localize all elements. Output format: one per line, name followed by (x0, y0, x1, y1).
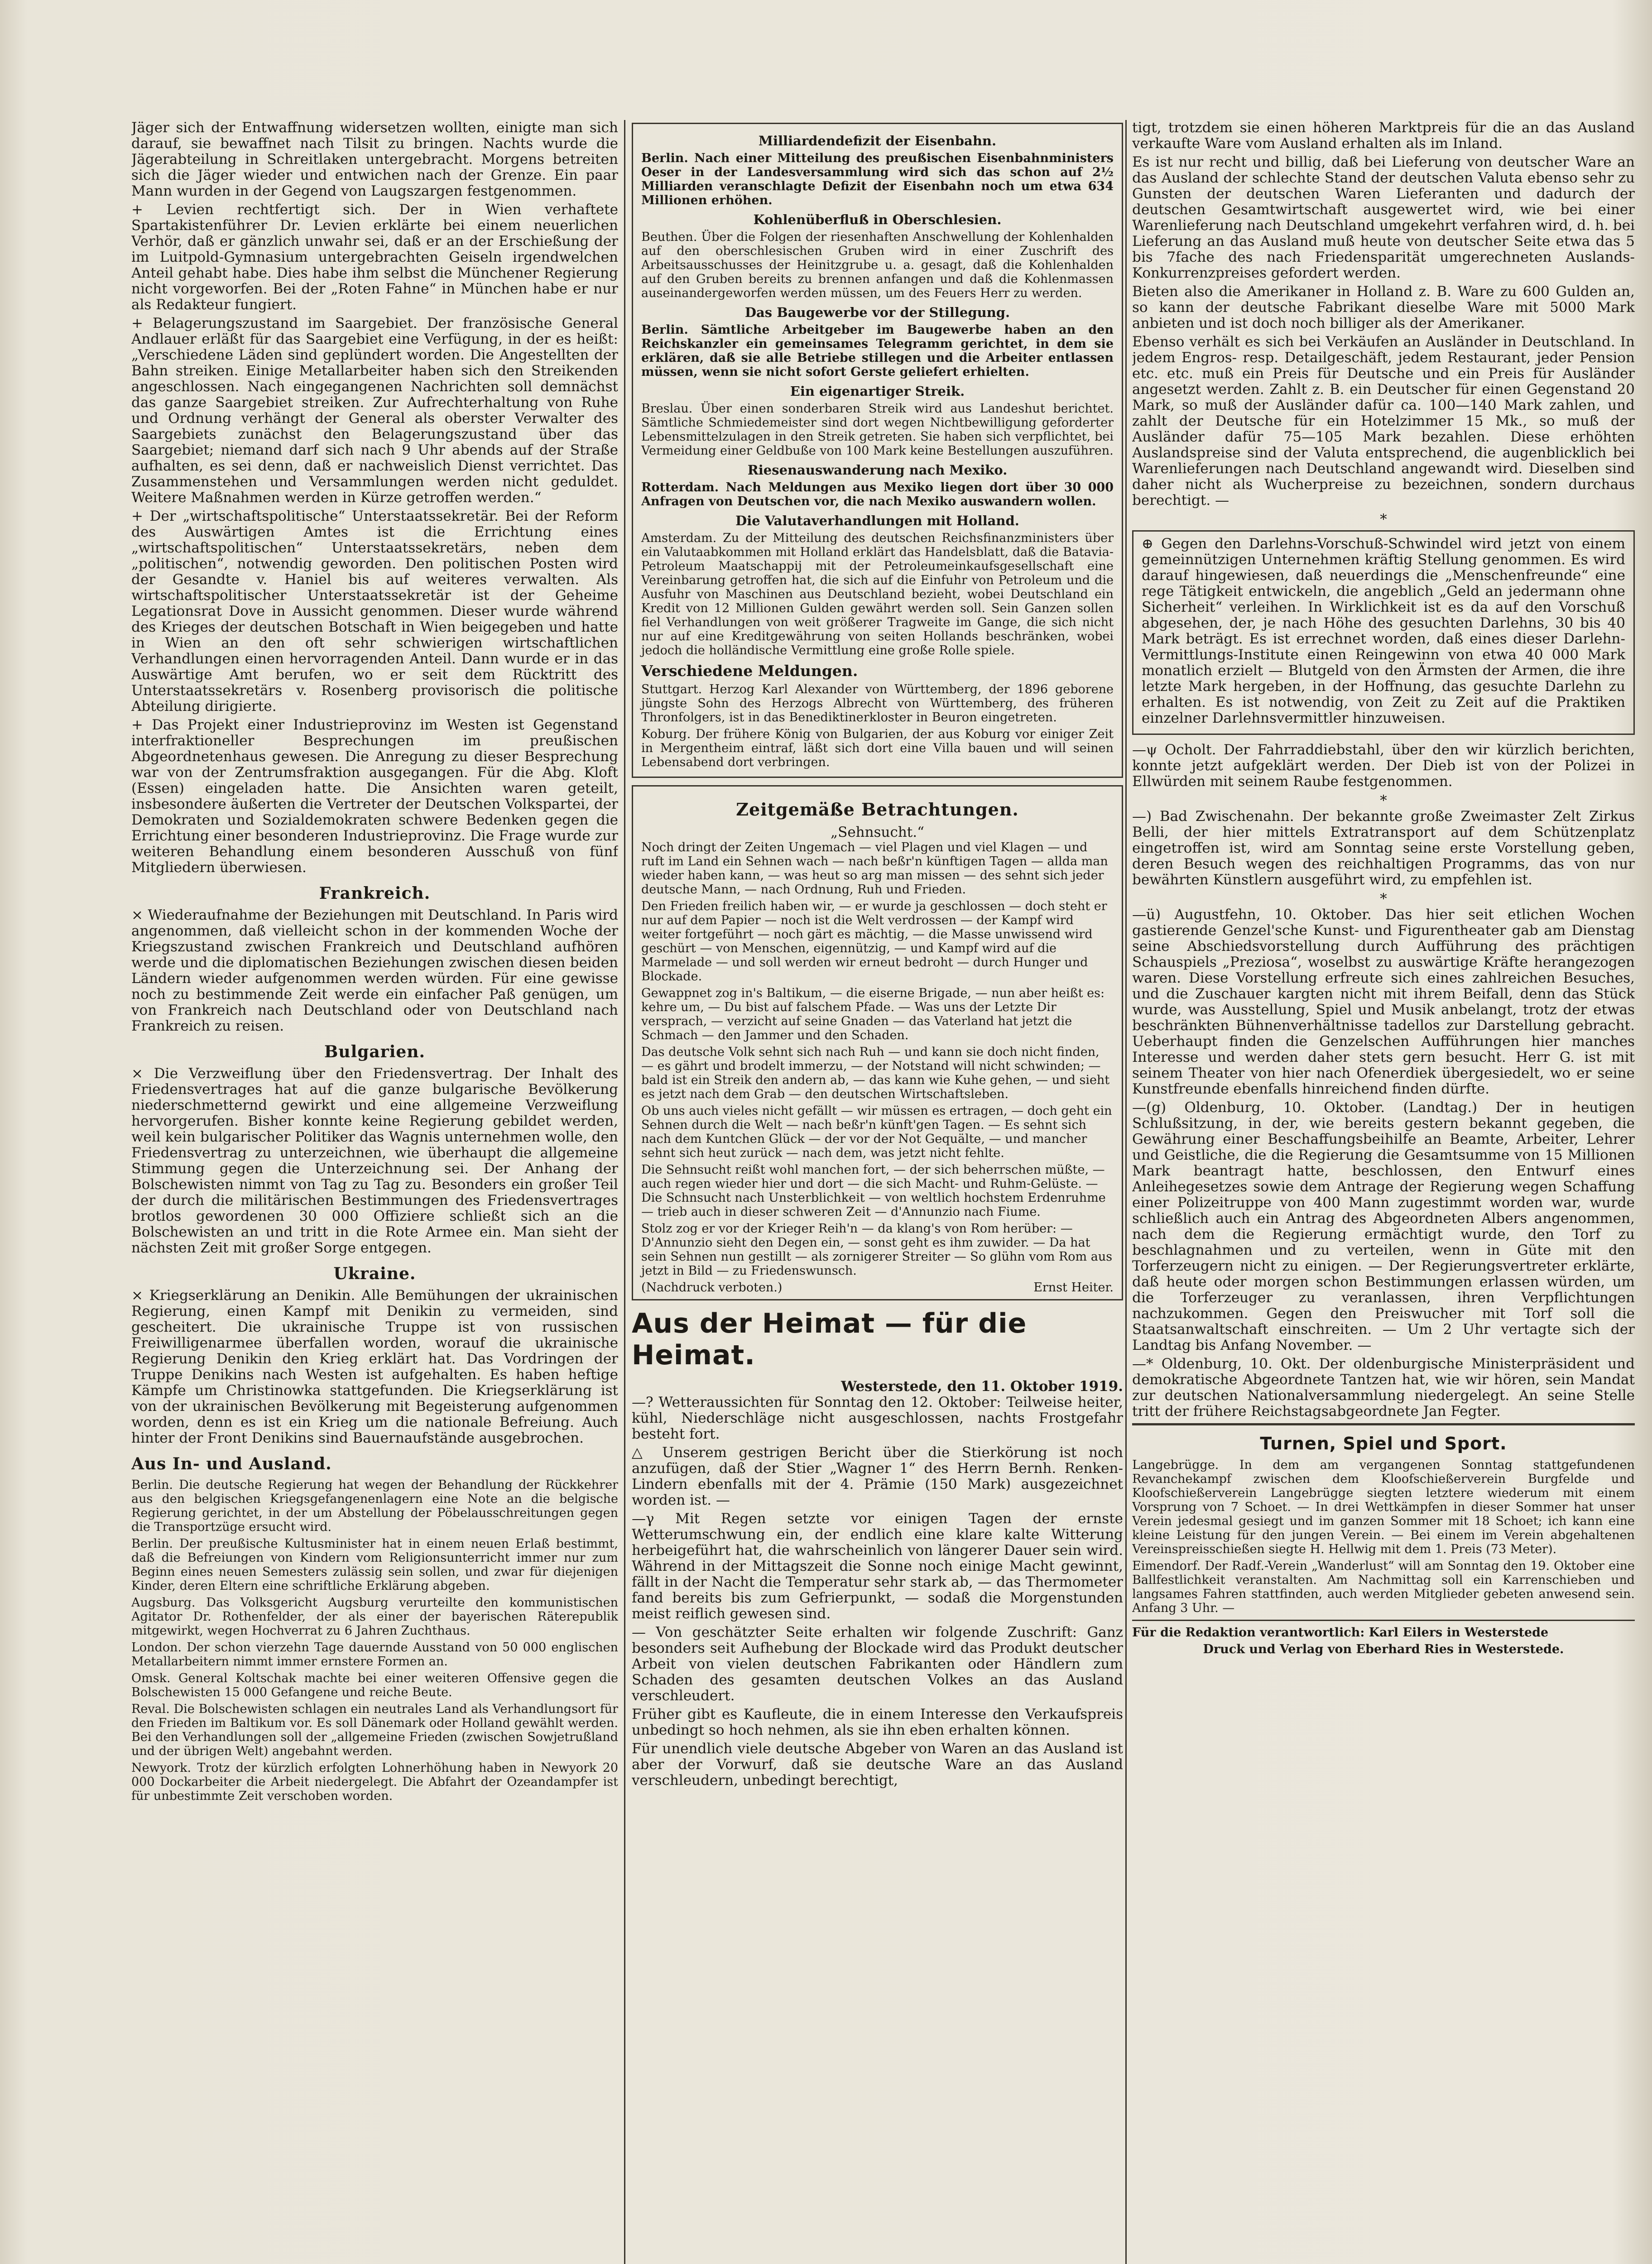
article-text: —? Wetteraussichten für Sonntag den 12. Oktober: Teilweise heiter, kühl, Niederschläge nicht ausgeschlossen, nachts Frostgefahr besteht fort. (632, 1394, 1123, 1442)
article-text: —(g) Oldenburg, 10. Oktober. (Landtag.) Der in heutigen Schlußsitzung, in der, wie bereits gestern bekannt gegeben, die Gewährung einer Beschaffungsbeihilfe an Beamte, Arbeiter, Lehrer und Geistliche, die die Regierung die Gesamtsumme von 15 Millionen Mark beantragt hatte, beschlossen, den Entwurf eines Anleihegesetzes sowie dem Antrage der Regierung wegen Schaffung einer Polizeitruppe von 400 Mann zugestimmt worden war, wurde schließlich auch ein Antrag des Abgeordneten Albers angenommen, nach dem die Regierung ermächtigt wurde, den Torf zu beschlagnahmen und zu verteilen, wenn in Güte mit den Torferzeugern nicht zu einigen. — Der Regierungsvertreter erklärte, daß heute oder morgen schon Bestimmungen erlassen würden, um die Torferzeuger zu veranlassen, ihren Verpflichtungen nachzukommen. Gegen den Preiswucher mit Torf soll die Staatsanwaltschaft einschreiten. — Um 2 Uhr vertagte sich der Landtag bis Anfang November. — (1132, 1099, 1635, 1353)
news-item: Newyork. Trotz der kürzlich erfolgten Lohnerhöhung haben in Newyork 20 000 Dockarbeiter die Arbeit niedergelegt. Die Abfahrt der Ozeandampfer ist für unbestimmte Zeit verschoben worden. (131, 1761, 618, 1803)
news-item: Breslau. Über einen sonderbaren Streik wird aus Landeshut berichtet. Sämtliche Schmiedemeister sind dort wegen Nichtbewilligung geforderter Lebensmittelzulagen in den Streik getreten. Sie haben sich verpflichtet, bei Vermeidung einer Geldbuße von 100 Mark keine Bestellungen auszuführen. (641, 402, 1114, 458)
section-heading: Ukraine. (333, 1264, 416, 1283)
poem-verse: Das deutsche Volk sehnt sich nach Ruh — und kann sie doch nicht finden, — es gährt und brodelt immerzu, — der Notstand will nicht schwinden; — bald ist ein Streik den andern ab, — das kann wie Kuhe gehen, — und sieht es jetzt nach dem Grab — den deutschen Wirtschaftsleben. (641, 1045, 1110, 1101)
section-heading: Frankreich. (319, 884, 431, 903)
news-item: Koburg. Der frühere König von Bulgarien, der aus Koburg vor einiger Zeit in Mergentheim eintraf, läßt sich dort eine Villa bauen und will seinen Lebensabend dort verbringen. (641, 727, 1114, 769)
section-heading: Aus In- und Ausland. (131, 1454, 332, 1473)
imprint-editor: Für die Redaktion verantwortlich: Karl Eilers in Westerstede (1132, 1626, 1549, 1640)
column-rule (624, 120, 625, 2264)
article-text: ⊕ Gegen den Darlehns-Vorschuß-Schwindel wird jetzt von einem gemeinnützigen Unternehmen kräftig Stellung genommen. Es wird darauf hingewiesen, daß neuerdings die „Menschenfreunde“ eine rege Tätigkeit entwickeln, die angeblich „Geld an jedermann ohne Sicherheit“ verleihen. In Wirklichkeit ist es da auf den Vorschuß abgesehen, der, je nach Höhe des gesuchten Darlehns, 30 bis 40 Mark beträgt. Es ist errechnet worden, daß eines dieser Darlehn-Vermittlungs-Institute einen Reingewinn von etwa 40 000 Mark monatlich erzielt — Blutgeld von den Ärmsten der Armen, die ihre letzte Mark hergeben, in der Hoffnung, das gesuchte Darlehn zu erhalten. Es ist notwendig, von Zeit zu Zeit auf die Praktiken einzelner Darlehnsvermittler hinzuweisen. (1142, 536, 1625, 726)
separator-star: * (1380, 511, 1387, 528)
article-text: + Belagerungszustand im Saargebiet. Der französische General Andlauer erläßt für das Saargebiet eine Verfügung, in der es heißt: „Verschiedene Läden sind geplündert worden. Die Angestellten der Bahn streiken. Einige Metallarbeiter haben sich den Streikenden angeschlossen. Nach eingegangenen Nachrichten soll demnächst das ganze Saargebiet streiken. Zur Aufrechterhaltung von Ruhe und Ordnung verhängt der General als oberster Verwalter des Saargebiets zunächst den Belagerungszustand über das Saargebiet; niemand darf sich nach 9 Uhr abends auf der Straße aufhalten, es sei denn, daß er nachweislich Dienst verrichtet. Das Zusammenstehen und Versammlungen werden nicht geduldet. Weitere Maßnahmen werden in Kürze getroffen werden.“ (131, 315, 618, 506)
article-text: △ Unserem gestrigen Bericht über die Stierkörung ist noch anzufügen, daß der Stier „Wagner 1“ des Herrn Bernh. Renken-Lindern ebenfalls mit der 4. Prämie (150 Mark) ausgezeichnet worden ist. — (632, 1444, 1123, 1508)
separator-star: * (1380, 792, 1387, 809)
news-item: Amsterdam. Zu der Mitteilung des deutschen Reichsfinanzministers über ein Valutaabkommen mit Holland erklärt das Handelsblatt, daß die Batavia-Petroleum Maatschappij mit der Petroleumeinkaufsgesellschaft eine Vereinbarung getroffen hat, die sich auf die Einfuhr von Petroleum und die Ausfuhr von Maschinen aus Deutschland bezieht, wobei Deutschland ein Kredit von 12 Millionen Gulden gewährt werden soll. Sein Ganzen sollen fiel Verhandlungen von weit größerer Tragweite im Gange, die sich nicht nur auf eine Kreditgewährung von seiten Hollands beschränken, wobei jedoch die holländische Vermittlung eine große Rolle spiele. (641, 531, 1114, 657)
poem-heading: Zeitgemäße Betrachtungen. (736, 799, 1019, 820)
news-item: Augsburg. Das Volksgericht Augsburg verurteilte den kommunistischen Agitator Dr. Rothenfelder, der als einer der bayerischen Räterepublik mitgewirkt, wegen Hochverrat zu 6 Jahren Zuchthaus. (131, 1596, 618, 1638)
notice-box (1132, 530, 1635, 735)
local-section-heading: Aus der Heimat — für die Heimat. (632, 1308, 1027, 1371)
article-text: + Das Projekt einer Industrieprovinz im Westen ist Gegenstand interfraktioneller Besprechungen im preußischen Abgeordnetenhaus gewesen. Die Anregung zu dieser Besprechung war von der Zentrumsfraktion ausgegangen. Für die Abg. Kloft (Essen) eingeladen hatte. Die Ansichten waren geteilt, insbesondere äußerten die Vertreter der Deutschen Volkspartei, der Demokraten und Sozialdemokraten schwere Bedenken gegen die Errichtung einer besonderen Industrieprovinz. Die Frage wurde zur weiteren Behandlung einem besonderen Ausschuß von fünf Mitgliedern überwiesen. (131, 717, 618, 876)
news-item: Berlin. Nach einer Mitteilung des preußischen Eisenbahnministers Oeser in der Landesversammlung wird sich das schon auf 2½ Milliarden veranschlagte Defizit der Eisenbahn noch um etwa 634 Millionen erhöhen. (641, 151, 1114, 207)
news-heading: Kohlenüberfluß in Oberschlesien. (753, 212, 1002, 227)
poem-verse: Die Sehnsucht reißt wohl manchen fort, — der sich beherrschen müßte, — auch regen wieder hier und dort — die sich Macht- und Ruhm-Gelüste. — Die Schnsucht nach Unsterblichkeit — von weltlich hochstem Erdenruhme — trieb auch in dieser schweren Zeit — d'Annunzio nach Fiume. (641, 1163, 1106, 1219)
article-text: Früher gibt es Kaufleute, die in einem Interesse den Verkaufspreis unbedingt so hoch nehmen, als sie ihn eben erhalten können. (632, 1706, 1123, 1738)
poem-author: Ernst Heiter. (1033, 1281, 1114, 1295)
dateline: Westerstede, den 11. Oktober 1919. (841, 1378, 1123, 1395)
footer-rule (1132, 1620, 1635, 1621)
poem-verse: Den Frieden freilich haben wir, — er wurde ja geschlossen — doch steht er nur auf dem Papier — noch ist die Welt verdrossen — der Kampf wird weiter fortgeführt — noch gärt es mächtig, — die Masse unwissend wird geschürt — von Menschen, eigennützig, — und Kampf wird auf die Marmelade — und soll werden wir erneut bedroht — durch Hunger und Blockade. (641, 899, 1107, 983)
news-item: Rotterdam. Nach Meldungen aus Mexiko liegen dort über 30 000 Anfragen von Deutschen vor, die nach Mexiko auswandern wollen. (641, 480, 1114, 508)
news-item: Eimendorf. Der Radf.-Verein „Wanderlust“ will am Sonntag den 19. Oktober eine Ballfestlichkeit veranstalten. Am Nachmittag soll ein Karrenschieben und langsames Fahren stattfinden, auch werden Mitglieder gebeten anwesend sein. Anfang 3 Uhr. — (1132, 1559, 1635, 1615)
section-heading: Bulgarien. (324, 1042, 426, 1061)
section-heading: Turnen, Spiel und Sport. (1260, 1434, 1507, 1453)
poem-title: „Sehnsucht.“ (831, 824, 924, 840)
article-text: Jäger sich der Entwaffnung widersetzen wollten, einigte man sich darauf, sie bewaffnet nach Tilsit zu bringen. Nachts wurde die Jägerabteilung in Schreitlaken untergebracht. Morgens betreiten sich die Jäger wieder und entwichen nach der Grenze. Ein paar Mann wurden in der Gegend von Laugszargen festgenommen. (131, 120, 618, 199)
article-text: —ψ Ocholt. Der Fahrraddiebstahl, über den wir kürzlich berichten, konnte jetzt aufgeklärt werden. Der Dieb ist von der Polizei in Ellwürden mit seinem Raube festgenommen. (1132, 742, 1635, 790)
news-heading: Verschiedene Meldungen. (641, 662, 858, 680)
news-heading: Das Baugewerbe vor der Stillegung. (744, 305, 1010, 320)
article-text: × Kriegserklärung an Denikin. Alle Bemühungen der ukrainischen Regierung, einen Kampf mit Denikin zu vermeiden, sind gescheitert. Die ukrainische Truppe ist von russischen Freiwilligenarmee überfallen worden, worauf die ukrainische Regierung Denikin den Krieg erklärt hat. Das Vordringen der Truppe Denikins nach Westen ist aufgehalten. Es haben heftige Kämpfe um Christinowka stattgefunden. Die Kriegserklärung ist von der ukrainischen Bevölkerung mit Begeisterung aufgenommen worden, denn es ist ein Krieg um die nationale Befreiung. Auch hinter der Front Denikins sind Bauernaufstände ausgebrochen. (131, 1287, 618, 1446)
article-text: — Von geschätzter Seite erhalten wir folgende Zuschrift: Ganz besonders seit Aufhebung der Blockade wird das Produkt deutscher Arbeit von vielen deutschen Fabrikanten oder Händlern zum Schaden des gesamten deutschen Volkes an das Ausland verschleudert. (632, 1624, 1123, 1704)
column-3 (1132, 120, 1635, 2264)
separator-star: * (1380, 891, 1387, 907)
poem-verse: Stolz zog er vor der Krieger Reih'n — da klang's von Rom herüber: — D'Annunzio sieht den Degen ein, — sonst geht es ihm zuwider. — Da hat sein Sehnen nun gestillt — als zornigerer Streiter — So glühn vom Rom aus jetzt in Bild — zu Friedenswunsch. (641, 1222, 1113, 1278)
column-2 (632, 120, 1123, 2264)
news-item: Beuthen. Über die Folgen der riesenhaften Anschwellung der Kohlenhalden auf den oberschlesischen Gruben wird in einer Zuschrift des Arbeitsausschusses der Heinitzgrube u. a. gesagt, daß die Kohlenhalden auf den Gruben bereits zu brennen anfangen und daß die Kohlenmassen auseinandergeworfen werden müssen, um des Feuers Herr zu werden. (641, 230, 1114, 300)
news-item: Stuttgart. Herzog Karl Alexander von Württemberg, der 1896 geborene jüngste Sohn des Herzogs Albrecht von Württemberg, des früheren Thronfolgers, ist in das Benediktinerkloster in Beuron eingetreten. (641, 682, 1114, 724)
news-item: Omsk. General Koltschak machte bei einer weiteren Offensive gegen die Bolschewisten 15 000 Gefangene und reiche Beute. (131, 1671, 618, 1699)
poem-verse: Noch dringt der Zeiten Ungemach — viel Plagen und viel Klagen — und ruft im Land ein Sehnen wach — nach beßr'n künftigen Tagen — allda man wieder haben kann, — was heut so arg man missen — des sehnt sich jeder deutsche Mann, — nach Ordnung, Ruh und Frieden. (641, 840, 1108, 897)
section-rule (1132, 1423, 1635, 1425)
article-text: —) Bad Zwischenahn. Der bekannte große Zweimaster Zelt Zirkus Belli, der hier mittels Extratransport auf dem Schützenplatz eingetroffen ist, wird am Sonntag seine erste Vorstellung geben, deren Besuch wegen des reichhaltigen Programms, das von nur bewährten Künstlern ausgeführt wird, zu empfehlen ist. (1132, 808, 1635, 888)
news-heading: Ein eigenartiger Streik. (790, 384, 965, 399)
news-heading: Die Valutaverhandlungen mit Holland. (735, 513, 1019, 528)
poem-box (632, 785, 1123, 1300)
article-text: × Wiederaufnahme der Beziehungen mit Deutschland. In Paris wird angenommen, daß vielleicht schon in der kommenden Woche der Kriegszustand zwischen Frankreich und Deutschland aufhören werde und die diplomatischen Beziehungen zwischen diesen beiden Ländern wieder aufgenommen werden würden. Für eine gewisse noch zu bestimmende Zeit werde ein einfacher Paß genügen, um von Frankreich nach Deutschland oder von Deutschland nach Frankreich zu reisen. (131, 907, 618, 1034)
news-item: Langebrügge. In dem am vergangenen Sonntag stattgefundenen Revanchekampf zwischen dem Kloofschießerverein Burgfelde und Kloofschießerverein Langebrügge siegten letztere wiederum mit einem Vorsprung von 7 Schoet. — In drei Wettkämpfen in dieser Sommer hat unser Verein jedesmal gesiegt und im ganzen Sommer mit 18 Schoet; ich kann eine kleine Leistung für den jungen Verein. — Bei einem im Verein abgehaltenen Vereinspreisschießen siegte H. Hellwig mit dem 1. Preis (73 Meter). (1132, 1458, 1635, 1556)
article-text: Es ist nur recht und billig, daß bei Lieferung von deutscher Ware an das Ausland der schlechte Stand der deutschen Valuta ebenso sehr zu Gunsten der deutschen Waren Lieferanten und dadurch der deutschen Gesamtwirtschaft ausgewertet wird, wie bei einer Warenlieferung nach Deutschland umgekehrt verfahren wird, d. h. bei Lieferung an das Ausland muß heute von deutscher Seite etwa das 5 bis 7fache des nach Friedensparität umgerechneten Auslands-Konkurrenzpreises gefordert werden. (1132, 154, 1635, 281)
article-text: Bieten also die Amerikaner in Holland z. B. Ware zu 600 Gulden an, so kann der deutsche Fabrikant dieselbe Ware mit 5000 Mark anbieten und ist doch noch billiger als der Amerikaner. (1132, 283, 1635, 331)
news-item: Berlin. Sämtliche Arbeitgeber im Baugewerbe haben an den Reichskanzler ein gemeinsames Telegramm gerichtet, in dem sie erklären, daß sie alle Betriebe stillegen und die Arbeiter entlassen müssen, wenn sie nicht sofort Gerste geliefert erhielten. (641, 323, 1114, 379)
imprint-publisher: Druck und Verlag von Eberhard Ries in Westerstede. (1203, 1642, 1564, 1656)
news-item: Reval. Die Bolschewisten schlagen ein neutrales Land als Verhandlungsort für den Frieden im Baltikum vor. Es soll Dänemark oder Holland gewählt werden. Bei den Verhandlungen soll der „allgemeine Frieden (zwischen Sowjetrußland und der übrigen Welt) angebahnt werden. (131, 1702, 618, 1758)
article-text: —ü) Augustfehn, 10. Oktober. Das hier seit etlichen Wochen gastierende Genzel'sche Kunst- und Figurentheater gab am Dienstag seine Abschiedsvorstellung durch Aufführung des prächtigen Schauspiels „Preziosa“, woselbst zu auswärtige Kräfte herangezogen waren. Diese Vorstellung erfreute sich eines zahlreichen Besuches, und die Zuschauer kargten nicht mit ihrem Beifall, denn das Stück wurde, was Ausstellung, Spiel und Musik anbelangt, trotz der etwas beschränkten Bühnenverhältnisse tadellos zur Darstellung gebracht. Ueberhaupt finden die Genzelschen Aufführungen hier manches Interesse und werden daher stets gern besucht. Herr G. ist mit seinem Theater von hier nach Ofenerdiek übergesiedelt, wo er seine Kunstfreunde ebenfalls hinreichend finden dürfte. (1132, 907, 1635, 1097)
poem-verse: Gewappnet zog in's Baltikum, — die eiserne Brigade, — nun aber heißt es: kehre um, — Du bist auf falschem Pfade. — Was uns der Letzte Dir versprach, — verzicht auf seine Gnaden — das Vaterland hat jetzt die Schmach — den Jammer und den Schaden. (641, 986, 1105, 1042)
article-text: × Die Verzweiflung über den Friedensvertrag. Der Inhalt des Friedensvertrages hat auf die ganze bulgarische Bevölkerung niederschmetternd gewirkt und eine allgemeine Verzweiflung hervorgerufen. Bisher konnte keine Regierung gebildet werden, weil kein bulgarischer Politiker das Wagnis unternehmen wolle, den Friedensvertrag zu unterzeichnen, wie überhaupt die allgemeine Stimmung gegen die Unterzeichnung sei. Der Anhang der Bolschewisten nimmt von Tag zu Tag zu. Besonders ein großer Teil der durch die militärischen Bestimmungen des Friedensvertrages brotlos gewordenen 30 000 Offiziere schließt sich an die Bolschewisten an und tritt in die Rote Armee ein. Man sieht der nächsten Zeit mit großer Sorge entgegen. (131, 1065, 618, 1256)
column-rule (1125, 120, 1127, 2264)
article-text: + Levien rechtfertigt sich. Der in Wien verhaftete Spartakistenführer Dr. Levien erklärte bei einem neuerlichen Verhör, daß er gänzlich unwahr sei, daß er an der Erschießung der im Luitpold-Gymnasium untergebrachten Geiseln irgendwelchen Anteil gehabt habe. Dies habe ihm selbst die Münchener Regierung nicht vorgeworfen. Bei der „Roten Fahne“ in München habe er nur als Redakteur fungiert. (131, 201, 618, 313)
news-item: Berlin. Die deutsche Regierung hat wegen der Behandlung der Rückkehrer aus den belgischen Kriegsgefangenenlagern eine Note an die belgische Regierung gerichtet, in der um Abstellung der Pöbelausschreitungen gegen die Transportzüge ersucht wird. (131, 1478, 618, 1534)
news-heading: Milliardendefizit der Eisenbahn. (758, 133, 997, 149)
reprint-note: (Nachdruck verboten.) (641, 1281, 783, 1295)
column-1 (131, 120, 618, 2264)
poem-footer (641, 1281, 1114, 1295)
article-text: tigt, trotzdem sie einen höheren Marktpreis für die an das Ausland verkaufte Ware vom Ausland erhalten als im Inland. (1132, 120, 1635, 152)
article-text: Ebenso verhält es sich bei Verkäufen an Ausländer in Deutschland. In jedem Engros- resp. Detailgeschäft, jedem Restaurant, jeder Pension etc. etc. muß ein Preis für Deutsche und ein Preis für Ausländer angesetzt werden. Zahlt z. B. ein Deutscher für einen Gegenstand 20 Mark, so muß der Ausländer dafür ca. 100—140 Mark zahlen, und zahlt der Deutsche für ein Hotelzimmer 15 Mk., so muß der Ausländer dafür 75—105 Mark bezahlen. Diese erhöhten Auslandspreise sind der Valuta entsprechend, die augenblicklich bei Warenlieferungen nach Deutschland angewandt wird. Dieselben sind daher nicht als Wucherpreise zu bezeichnen, sondern durchaus berechtigt. — (1132, 334, 1635, 508)
article-text: —γ Mit Regen setzte vor einigen Tagen der ernste Wetterumschwung ein, der endlich eine klare kalte Witterung herbeigeführt hat, die wahrscheinlich von längerer Dauer sein wird. Während in der Mittagszeit die Sonne noch einige Macht gewinnt, fällt in der Nacht die Temperatur sehr stark ab, — das Thermometer fand bereits bis zum Gefrierpunkt, — sodaß die Morgenstunden meist reiflich gewesen sind. (632, 1511, 1123, 1622)
news-heading: Riesenauswanderung nach Mexiko. (747, 462, 1008, 478)
article-text: —* Oldenburg, 10. Okt. Der oldenburgische Ministerpräsident und demokratische Abgeordnete Tantzen hat, wie wir hören, sein Mandat zur deutschen Nationalversammlung niedergelegt. An seine Stelle tritt der frühere Reichstagsabgeordnete Jan Fegter. (1132, 1356, 1635, 1420)
poem-verse: Ob uns auch vieles nicht gefällt — wir müssen es ertragen, — doch geht ein Sehnen durch die Welt — nach beßr'n künft'gen Tagen. — Es sehnt sich nach dem Kuntchen Glück — der vor der Not Gequälte, — und mancher sehnt sich heut zurück — nach dem, was jetzt nicht fehlte. (641, 1104, 1112, 1160)
news-box (632, 123, 1123, 778)
article-text: + Der „wirtschaftspolitische“ Unterstaatssekretär. Bei der Reform des Auswärtigen Amtes ist die Errichtung eines „wirtschaftspolitischen“ Unterstaatssekretärs, neben dem „politischen“, notwendig geworden. Den politischen Posten wird der Gesandte v. Haniel bis auf weiteres verwalten. Als wirtschaftspolitischer Unterstaatssekretär ist der Geheime Legationsrat Dove in Aussicht genommen. Dieser wurde während des Krieges der deutschen Botschaft in Wien beigegeben und hatte in Wien an den oft sehr schwierigen wirtschaftlichen Verhandlungen einen hervorragenden Anteil. Dann wurde er in das Auswärtige Amt berufen, wo er seit dem Rücktritt des Unterstaatssekretärs v. Rosenberg provisorisch die politische Abteilung dirigierte. (131, 508, 618, 715)
news-item: Berlin. Der preußische Kultusminister hat in einem neuen Erlaß bestimmt, daß die Befreiungen von Kindern vom Religionsunterricht immer nur zum Beginn eines neuen Semesters zulässig sein sollen, und zwar für diejenigen Kinder, deren Eltern eine schriftliche Erklärung abgeben. (131, 1537, 618, 1593)
article-text: Für unendlich viele deutsche Abgeber von Waren an das Ausland ist aber der Vorwurf, daß sie deutsche Ware an das Ausland verschleudern, unbedingt berechtigt, (632, 1741, 1123, 1789)
news-item: London. Der schon vierzehn Tage dauernde Ausstand von 50 000 englischen Metallarbeitern nimmt immer ernstere Formen an. (131, 1640, 618, 1669)
